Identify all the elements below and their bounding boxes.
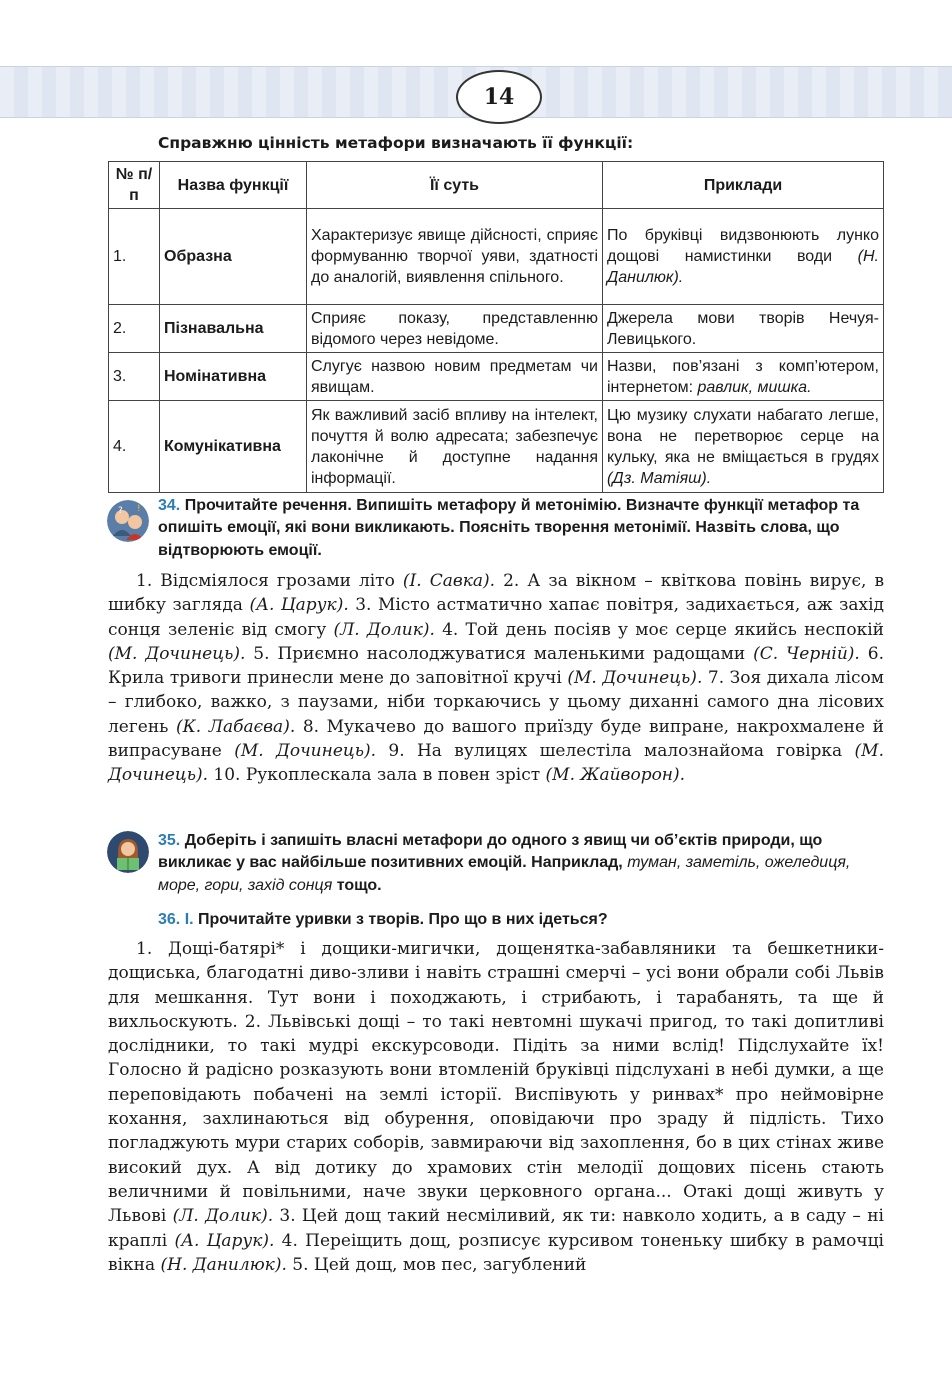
example-text: Джерела мови творів Нечуя-Левицького.	[607, 309, 879, 348]
table-intro: Справжню цінність метафори визначають її функції:	[158, 134, 634, 152]
task-35-prompt	[158, 830, 886, 897]
example-author: (Н. Данилюк).	[607, 248, 879, 287]
functions-table	[108, 161, 884, 493]
row-essence: Як важливий засіб впливу на інтелект, почуття й волю адресата; забезпечує лаконічне й доступне надання інформації.	[307, 401, 603, 493]
task-tail: тощо.	[336, 876, 382, 894]
reading-girl-icon	[107, 831, 149, 873]
task-text: Прочитайте уривки з творів. Про що в них ідеться?	[198, 911, 608, 928]
example-text: Цю музику слухати набагато легше, вона не перетворює серце на кульку, яка не вміщається в грудях	[607, 406, 879, 466]
row-example	[603, 353, 884, 401]
source-author: (І. Савка).	[402, 571, 496, 591]
task-34-sentences	[108, 569, 884, 788]
task-text: Прочитайте речення. Випишіть метафору й метонімію. Визначте функції метафор та опишіть емоції, які вони викликають. Поясніть творення метонімії. Назвіть слова, що відтворюють емоції.	[158, 497, 860, 559]
source-author: (М. Дочинець).	[108, 741, 884, 786]
task-number: 36. І.	[158, 911, 194, 928]
row-num: 4.	[109, 401, 160, 493]
row-name: Номінативна	[160, 353, 307, 401]
source-author: (М. Дочинець).	[234, 741, 377, 762]
source-author: (А. Царук).	[249, 595, 349, 616]
col-header-essence: Її суть	[307, 162, 603, 209]
text-run: 8. Мукачево до вашого приїзду буде випране, накрохмалене й випрасуване	[108, 716, 884, 762]
text-run: 7. Зоя дихала лісом – глибоко, важко, з паузами, ніби торкаючись у цьому диханні самого дна лісових легень	[108, 668, 885, 737]
source-author: (Н. Данилюк).	[160, 1254, 287, 1275]
task-text: Доберіть і запишіть власні метафори до одного з явищ чи об’єктів природи, що викликає у вас найбільше позитивних емоцій. Наприклад,	[158, 832, 823, 872]
text-run: 5. Цей дощ, мов пес, загублений	[286, 1254, 587, 1275]
text-run: 3. Цей дощ такий несміливий, як ти: навколо ходить, а в саду – ні краплі	[108, 1206, 884, 1251]
text-run: 2. А за вікном – квіткова повінь вирує, в шибку загляда	[108, 571, 885, 616]
text-run: 4. Переіщить дощ, розписує курсивом тоненьку шибку в рамочці вікна	[108, 1230, 884, 1275]
text-run: 6. Крила тривоги принесли мене до заповітної кручі	[108, 643, 885, 689]
row-name: Комунікативна	[160, 401, 307, 493]
source-author: (С. Черній).	[753, 643, 860, 664]
source-author: (М. Дочинець).	[108, 643, 246, 664]
source-author: (М. Дочинець).	[567, 668, 703, 689]
task-number: 35.	[158, 832, 181, 849]
example-author: равлик, мишка.	[697, 378, 812, 396]
text-run: 5. Приємно насолоджуватися маленькими радощами	[245, 643, 754, 664]
example-author: (Дз. Матіяш).	[607, 469, 712, 487]
row-essence: Слугує назвою новим предметам чи явищам.	[307, 353, 603, 401]
example-text: Назви, пов’язані з комп’ютером, інтернетом:	[607, 357, 879, 396]
page-number: 14	[483, 84, 515, 110]
table-row	[109, 305, 884, 353]
row-example	[603, 209, 884, 305]
text-run: 9. На вулицях шелестіла малознайома говірка	[376, 741, 855, 762]
source-author: (М. Жайворон).	[545, 765, 686, 786]
text-run: 10. Рукоплескала зала в повен зріст	[208, 765, 546, 786]
svg-text:!: !	[137, 504, 141, 514]
table-row	[109, 209, 884, 305]
row-example	[603, 305, 884, 353]
row-essence: Сприяє показу, представленню відомого через невідоме.	[307, 305, 603, 353]
col-header-examples: Приклади	[603, 162, 884, 209]
task-number: 34.	[158, 497, 181, 514]
example-text: По бруківці видзвонюють лунко дощові намистинки води	[607, 227, 879, 266]
row-num: 3.	[109, 353, 160, 401]
text-run: 1. Відсміялося грозами літо	[136, 571, 403, 591]
discussion-icon	[107, 500, 149, 542]
row-essence: Характеризує явище дійсності, сприяє формуванню творчої уяви, здатності до аналогій, виявлення спільного.	[307, 209, 603, 305]
text-run: 3. Місто астматично хапає повітря, задихається, аж захід сонця зеленіє від смогу	[108, 595, 884, 640]
row-num: 2.	[109, 305, 160, 353]
source-author: (Л. Долик).	[333, 619, 435, 640]
table-header-row	[109, 162, 884, 209]
svg-text:?: ?	[118, 506, 123, 516]
col-header-num: № п/п	[109, 162, 160, 209]
text-run: 4. Той день посіяв у моє серце якийсь неспокій	[434, 619, 884, 640]
table-row	[109, 353, 884, 401]
row-name: Пізнавальна	[160, 305, 307, 353]
source-author: (А. Царук).	[174, 1230, 275, 1251]
text-run: 1. Дощі-батярі* і дощики-мигички, дощенятка-забавляники та бешкетники-дощиська, благодатні диво-зливи і навіть страшні смерчі – усі вони обрали собі Львів для мешкання. Тут вони і походжають, і стрибають, і тарабанять, та ще й вихльоскують. 2. Львівські дощі – то такі невтомні шукачі пригод, то такі допитливі дослідники, то такі мудрі екскурсоводи. Підіть за ними вслід! Підслухайте їх! Голосно й радісно розказують вони втомленій бруківці підслухані в небі думки, а ще переповідають побачені на землі історії. Виспівують у ринвах* про неймовірне кохання, захлинаються від обурення, оповідаючи про зраду й підлість. Тихо погладжують мури старих соборів, завмираючи від захоплення, бо в цих стінах живе високий дух. А від дотику до храмових стін мелодії дощових пісень стають величними й повільними, наче звуки церковного органа... Отакі дощі живуть у Львові	[108, 939, 884, 1227]
col-header-name: Назва функції	[160, 162, 307, 209]
row-example	[603, 401, 884, 493]
task-examples: туман, заметіль, ожеледиця, море, гори, захід сонця	[158, 854, 851, 894]
table-row	[109, 401, 884, 493]
page-number-badge	[456, 70, 542, 124]
source-author: (Л. Долик).	[172, 1206, 274, 1227]
row-num: 1.	[109, 209, 160, 305]
task-36-prompt	[158, 909, 886, 931]
task-34-prompt	[158, 495, 886, 562]
source-author: (К. Лабаєва).	[176, 716, 296, 737]
task-36-excerpt	[108, 937, 884, 1277]
row-name: Образна	[160, 209, 307, 305]
